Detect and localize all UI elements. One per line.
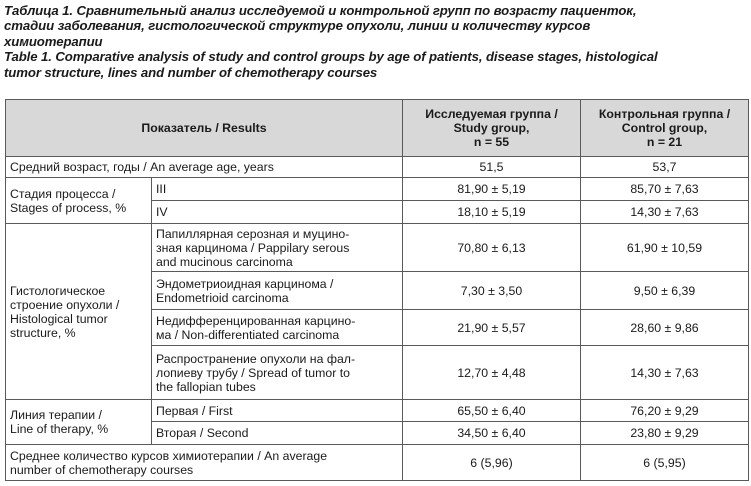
header-indicator: Показатель / Results: [6, 100, 403, 157]
header-row: [6, 100, 749, 157]
first-line-control: 76,20 ± 9,29: [581, 400, 749, 422]
stage-iv-study: 18,10 ± 5,19: [403, 201, 581, 224]
endometrioid-label-line-1: Эндометриоидная карцинома /: [156, 276, 334, 291]
papillary-label-line-2: зная карцинома / Pappilary serous: [156, 240, 350, 255]
age-study: 51,5: [403, 157, 581, 178]
table-row: [6, 178, 749, 201]
therapy-label-line-1: Линия терапии /: [10, 408, 102, 422]
fallopian-label-line-1: Распространение опухоли на фал-: [156, 351, 356, 366]
header-study-line-1: Исследуемая группа /: [425, 107, 558, 121]
table-caption: [4, 3, 749, 80]
undifferentiated-control: 28,60 ± 9,86: [581, 310, 749, 346]
table-row: [6, 400, 749, 422]
header-control-line-2: Control group,: [621, 121, 708, 135]
stage-iv-label: IV: [152, 201, 403, 224]
age-label: Средний возраст, годы / An average age, years: [6, 157, 403, 178]
caption-en-line-1: Table 1. Comparative analysis of study and control groups by age of patients, disease stages, histological: [4, 49, 658, 65]
endometrioid-label-line-2: Endometrioid carcinoma: [156, 290, 289, 305]
second-line-label: Вторая / Second: [152, 422, 403, 445]
histology-label-line-4: structure, %: [10, 325, 76, 340]
second-line-study: 34,50 ± 6,40: [403, 422, 581, 445]
table-row: [6, 224, 749, 272]
undifferentiated-label: [152, 310, 403, 346]
first-line-study: 65,50 ± 6,40: [403, 400, 581, 422]
table-row: [6, 445, 749, 481]
comparison-table: [5, 99, 749, 481]
courses-control: 6 (5,95): [581, 445, 749, 481]
first-line-label: Первая / First: [152, 400, 403, 422]
histology-label-line-3: Histological tumor: [10, 311, 108, 326]
fallopian-spread-label: [152, 346, 403, 400]
papillary-label-line-3: and mucinous carcinoma: [156, 254, 293, 269]
therapy-line-label: [6, 400, 152, 445]
header-control-group: [581, 100, 749, 157]
stage-label: [6, 178, 152, 224]
endometrioid-control: 9,50 ± 6,39: [581, 272, 749, 310]
header-study-group: [403, 100, 581, 157]
courses-label-line-1: Среднее количество курсов химиотерапии / An average: [10, 448, 328, 463]
histology-label-line-2: строение опухоли /: [10, 297, 120, 312]
undifferentiated-study: 21,90 ± 5,57: [403, 310, 581, 346]
undifferentiated-label-line-1: Недифференцированная карцино-: [156, 313, 356, 328]
endometrioid-label: [152, 272, 403, 310]
header-control-line-1: Контрольная группа /: [598, 107, 731, 121]
stage-iv-control: 14,30 ± 7,63: [581, 201, 749, 224]
header-study-line-3: n = 55: [473, 135, 510, 149]
histology-label-line-1: Гистологическое: [10, 283, 106, 298]
caption-ru-line-3: химиотерапии: [4, 33, 103, 49]
stage-label-line-1: Стадия процесса /: [10, 186, 116, 201]
caption-ru-line-1: Таблица 1. Сравнительный анализ исследуемой и контрольной групп по возрасту пациенток,: [4, 3, 637, 18]
fallopian-spread-control: 14,30 ± 7,63: [581, 346, 749, 400]
fallopian-spread-study: 12,70 ± 4,48: [403, 346, 581, 400]
header-study-line-2: Study group,: [453, 121, 530, 135]
histology-label: [6, 224, 152, 400]
papillary-label: [152, 224, 403, 272]
fallopian-label-line-2: лопиеву трубу / Spread of tumor to: [156, 365, 350, 380]
age-control: 53,7: [581, 157, 749, 178]
courses-label: [6, 445, 403, 481]
fallopian-label-line-3: the fallopian tubes: [156, 379, 256, 394]
papillary-label-line-1: Папиллярная серозная и муцино-: [156, 226, 350, 241]
therapy-label-line-2: Line of therapy, %: [10, 422, 109, 436]
papillary-control: 61,90 ± 10,59: [581, 224, 749, 272]
undifferentiated-label-line-2: ма / Non-differentiated carcinoma: [156, 327, 340, 342]
caption-ru-line-2: стадии заболевания, гистологической структуре опухоли, линии и количеству курсов: [4, 18, 591, 34]
stage-iii-control: 85,70 ± 7,63: [581, 178, 749, 201]
stage-label-line-2: Stages of process, %: [10, 200, 127, 215]
stage-iii-label: III: [152, 178, 403, 201]
papillary-study: 70,80 ± 6,13: [403, 224, 581, 272]
courses-label-line-2: number of chemotherapy courses: [10, 462, 194, 477]
table-row: [6, 157, 749, 178]
second-line-control: 23,80 ± 9,29: [581, 422, 749, 445]
stage-iii-study: 81,90 ± 5,19: [403, 178, 581, 201]
courses-study: 6 (5,96): [403, 445, 581, 481]
caption-en-line-2: tumor structure, lines and number of chemotherapy courses: [4, 64, 378, 80]
endometrioid-study: 7,30 ± 3,50: [403, 272, 581, 310]
header-control-line-3: n = 21: [646, 135, 683, 149]
